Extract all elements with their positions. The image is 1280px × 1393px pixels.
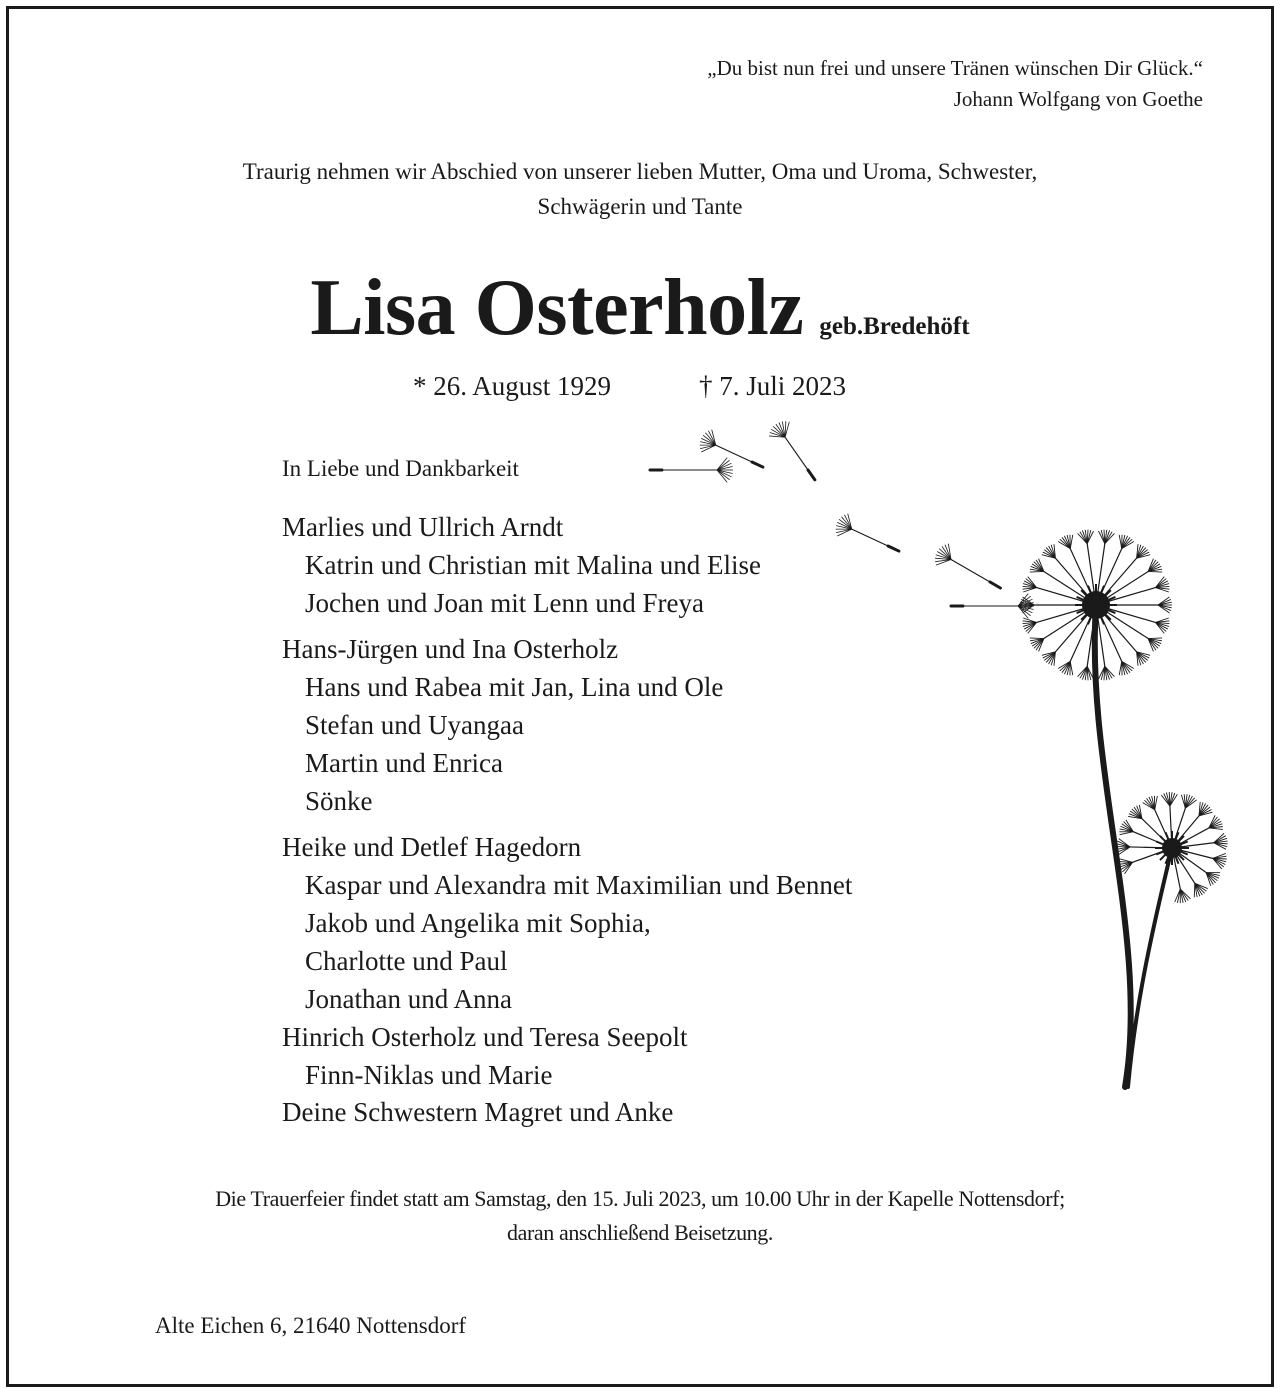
family-member: Jonathan und Anna bbox=[305, 984, 512, 1014]
address: Alte Eichen 6, 21640 Nottensdorf bbox=[155, 1313, 467, 1338]
family-member: Marlies und Ullrich Arndt bbox=[282, 512, 564, 542]
birth-date: * 26. August 1929 bbox=[413, 371, 612, 401]
family-member: Stefan und Uyangaa bbox=[305, 710, 524, 740]
family-member: Hans und Rabea mit Jan, Lina und Ole bbox=[305, 672, 724, 702]
quote-text: „Du bist nun frei und unsere Tränen wünschen Dir Glück.“ bbox=[707, 56, 1203, 80]
service-line-1: Die Trauerfeier findet statt am Samstag, den 15. Juli 2023, um 10.00 Uhr in der Kapelle Nottensdorf; bbox=[215, 1186, 1065, 1211]
obituary-notice bbox=[6, 6, 1274, 1387]
service-line-2: daran anschließend Beisetzung. bbox=[507, 1220, 773, 1245]
dandelion-icon bbox=[9, 9, 1271, 1384]
family-member: Kaspar und Alexandra mit Maximilian und Bennet bbox=[305, 870, 853, 900]
family-member: Finn-Niklas und Marie bbox=[305, 1060, 553, 1090]
family-member: Charlotte und Paul bbox=[305, 946, 508, 976]
family-member: Sönke bbox=[305, 786, 373, 816]
maiden-name: geb.Bredehöft bbox=[819, 313, 970, 340]
family-member: Jakob und Angelika mit Sophia, bbox=[305, 908, 651, 938]
greeting: In Liebe und Dankbarkeit bbox=[282, 456, 519, 481]
intro-line-1: Traurig nehmen wir Abschied von unserer lieben Mutter, Oma und Uroma, Schwester, bbox=[242, 159, 1038, 184]
family-member: Jochen und Joan mit Lenn und Freya bbox=[305, 588, 704, 618]
death-date: † 7. Juli 2023 bbox=[699, 371, 847, 401]
family-member: Deine Schwestern Magret und Anke bbox=[282, 1097, 674, 1127]
deceased-name: Lisa Osterholz bbox=[310, 264, 804, 352]
family-member: Martin und Enrica bbox=[305, 748, 503, 778]
family-member: Heike und Detlef Hagedorn bbox=[282, 832, 582, 862]
family-member: Hans-Jürgen und Ina Osterholz bbox=[282, 634, 619, 664]
intro-line-2: Schwägerin und Tante bbox=[537, 194, 743, 219]
family-member: Katrin und Christian mit Malina und Elise bbox=[305, 550, 761, 580]
family-member: Hinrich Osterholz und Teresa Seepolt bbox=[282, 1022, 688, 1052]
quote-author: Johann Wolfgang von Goethe bbox=[953, 87, 1203, 111]
